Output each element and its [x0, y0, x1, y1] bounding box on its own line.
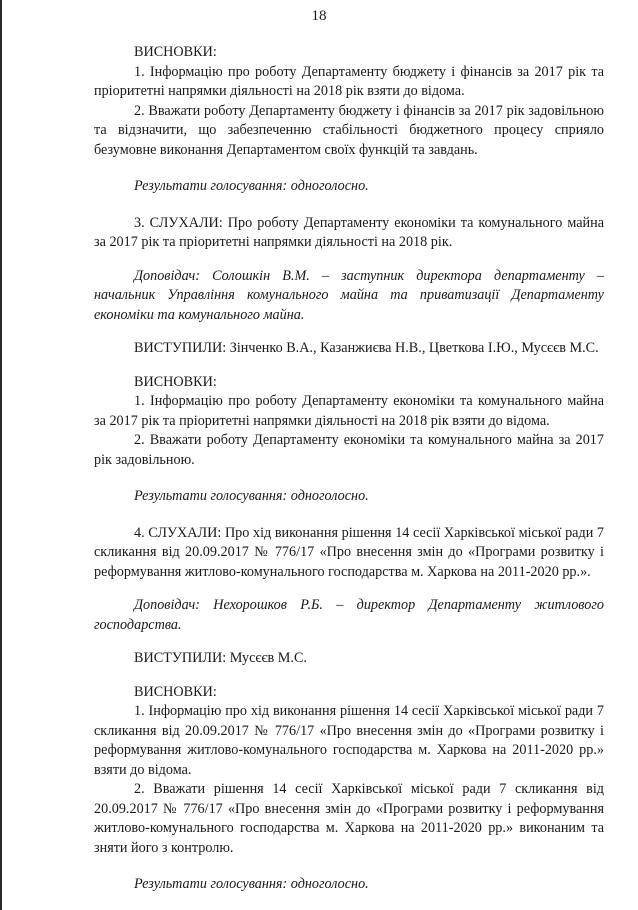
- conclusion-item: 1. Інформацію про роботу Департаменту економіки та комунального майна за 2017 рік та пріоритетні напрямки діяльності на 2018 рік взяти до відома.: [94, 393, 604, 429]
- document-body: [94, 43, 604, 895]
- voting-result: Результати голосування: одноголосно.: [134, 876, 369, 892]
- page-number: 18: [311, 8, 327, 24]
- agenda-item-heard: 4. СЛУХАЛИ: Про хід виконання рішення 14 сесії Харківської міської ради 7 скликання від 20.09.2017 № 776/17 «Про внесення змін до «Програми розвитку і реформування житлово-комунального господарства м. Харкова на 2011-2020 рр.».: [94, 524, 604, 580]
- conclusions-heading: ВИСНОВКИ:: [134, 683, 217, 700]
- conclusion-item: 1. Інформацію про хід виконання рішення 14 сесії Харківської міської ради 7 скликання від 20.09.2017 № 776/17 «Про внесення змін до «Програми розвитку і реформування житлово-комунального господарства м. Харкова на 2011-2020 рр.» взяти до відома.: [94, 703, 604, 778]
- conclusions-heading: ВИСНОВКИ:: [134, 44, 217, 60]
- speaker-info: Доповідач: Солошкін В.М. – заступник директора департаменту – начальник Управління комунального майна та приватизації Департаменту економіки та комунального майна.: [94, 267, 604, 323]
- scan-edge: [0, 0, 2, 910]
- speakers-list: ВИСТУПИЛИ: Зінченко В.А., Казанжиєва Н.В., Цветкова І.Ю., Мусєєв М.С.: [134, 340, 599, 356]
- voting-result: Результати голосування: одноголосно.: [134, 488, 369, 504]
- conclusions-heading: ВИСНОВКИ:: [134, 373, 217, 390]
- speakers-list: ВИСТУПИЛИ: Мусєєв М.С.: [134, 650, 307, 666]
- agenda-item-heard: 3. СЛУХАЛИ: Про роботу Департаменту економіки та комунального майна за 2017 рік та пріоритетні напрямки діяльності на 2018 рік.: [94, 214, 604, 250]
- conclusion-item: 2. Вважати рішення 14 сесії Харківської міської ради 7 скликання від 20.09.2017 № 776/17 «Про внесення змін до «Програми розвитку і реформування житлово-комунального господарства м. Харкова на 2011-2020 рр.» виконаним та зняти його з контролю.: [94, 781, 604, 856]
- conclusion-item: 2. Вважати роботу Департаменту бюджету і фінансів за 2017 рік задовільною та відзначити, що забезпеченню стабільності бюджетного процесу сприяло безумовне виконання Департаментом своїх функцій та завдань.: [94, 102, 604, 158]
- conclusion-item: 2. Вважати роботу Департаменту економіки та комунального майна за 2017 рік задовільною.: [94, 432, 604, 468]
- speaker-info: Доповідач: Нехорошков Р.Б. – директор Департаменту житлового господарства.: [94, 597, 604, 633]
- voting-result: Результати голосування: одноголосно.: [134, 178, 369, 194]
- conclusion-item: 1. Інформацію про роботу Департаменту бюджету і фінансів за 2017 рік та пріоритетні напрямки діяльності на 2018 рік взяти до відома.: [94, 63, 604, 99]
